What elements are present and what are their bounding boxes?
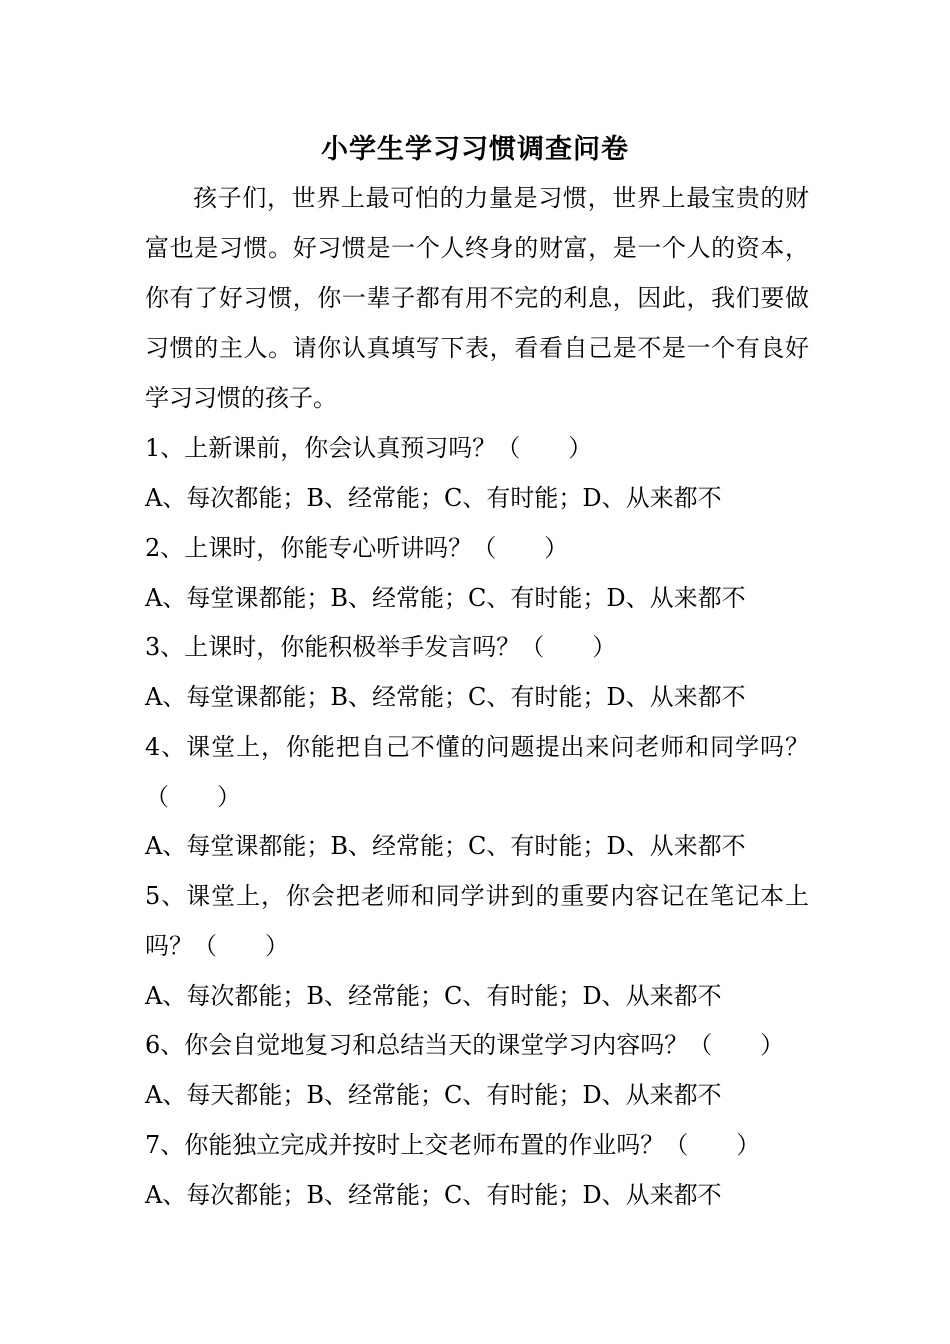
options-7: A、每次都能；B、经常能；C、有时能；D、从来都不 [145, 1181, 722, 1209]
options-5: A、每次都能；B、经常能；C、有时能；D、从来都不 [145, 982, 722, 1010]
question-5: 5、课堂上，你会把老师和同学讲到的重要内容记在笔记本上吗？（ ） [145, 882, 809, 960]
question-3: 3、上课时，你能积极举手发言吗？（ ） [145, 633, 617, 661]
question-6: 6、你会自觉地复习和总结当天的课堂学习内容吗？（ ） [145, 1031, 785, 1059]
options-1: A、每次都能；B、经常能；C、有时能；D、从来都不 [145, 484, 722, 512]
options-6: A、每天都能；B、经常能；C、有时能；D、从来都不 [145, 1081, 722, 1109]
question-7: 7、你能独立完成并按时上交老师布置的作业吗？（ ） [145, 1131, 761, 1159]
question-4: 4、课堂上，你能把自己不懂的问题提出来问老师和同学吗？（ ） [145, 733, 809, 811]
options-4: A、每堂课都能；B、经常能；C、有时能；D、从来都不 [145, 832, 746, 860]
intro-paragraph: 孩子们，世界上最可怕的力量是习惯，世界上最宝贵的财富也是习惯。好习惯是一个人终身的财富，是一个人的资本，你有了好习惯，你一辈子都有用不完的利息，因此，我们要做习惯的主人。请你认真填写下表，看看自己是不是一个有良好学习习惯的孩子。 [145, 184, 809, 412]
options-2: A、每堂课都能；B、经常能；C、有时能；D、从来都不 [145, 584, 746, 612]
document-title: 小学生学习习惯调查问卷 [321, 134, 629, 165]
options-3: A、每堂课都能；B、经常能；C、有时能；D、从来都不 [145, 683, 746, 711]
question-1: 1、上新课前，你会认真预习吗？（ ） [145, 434, 593, 462]
question-2: 2、上课时，你能专心听讲吗？（ ） [145, 534, 569, 562]
